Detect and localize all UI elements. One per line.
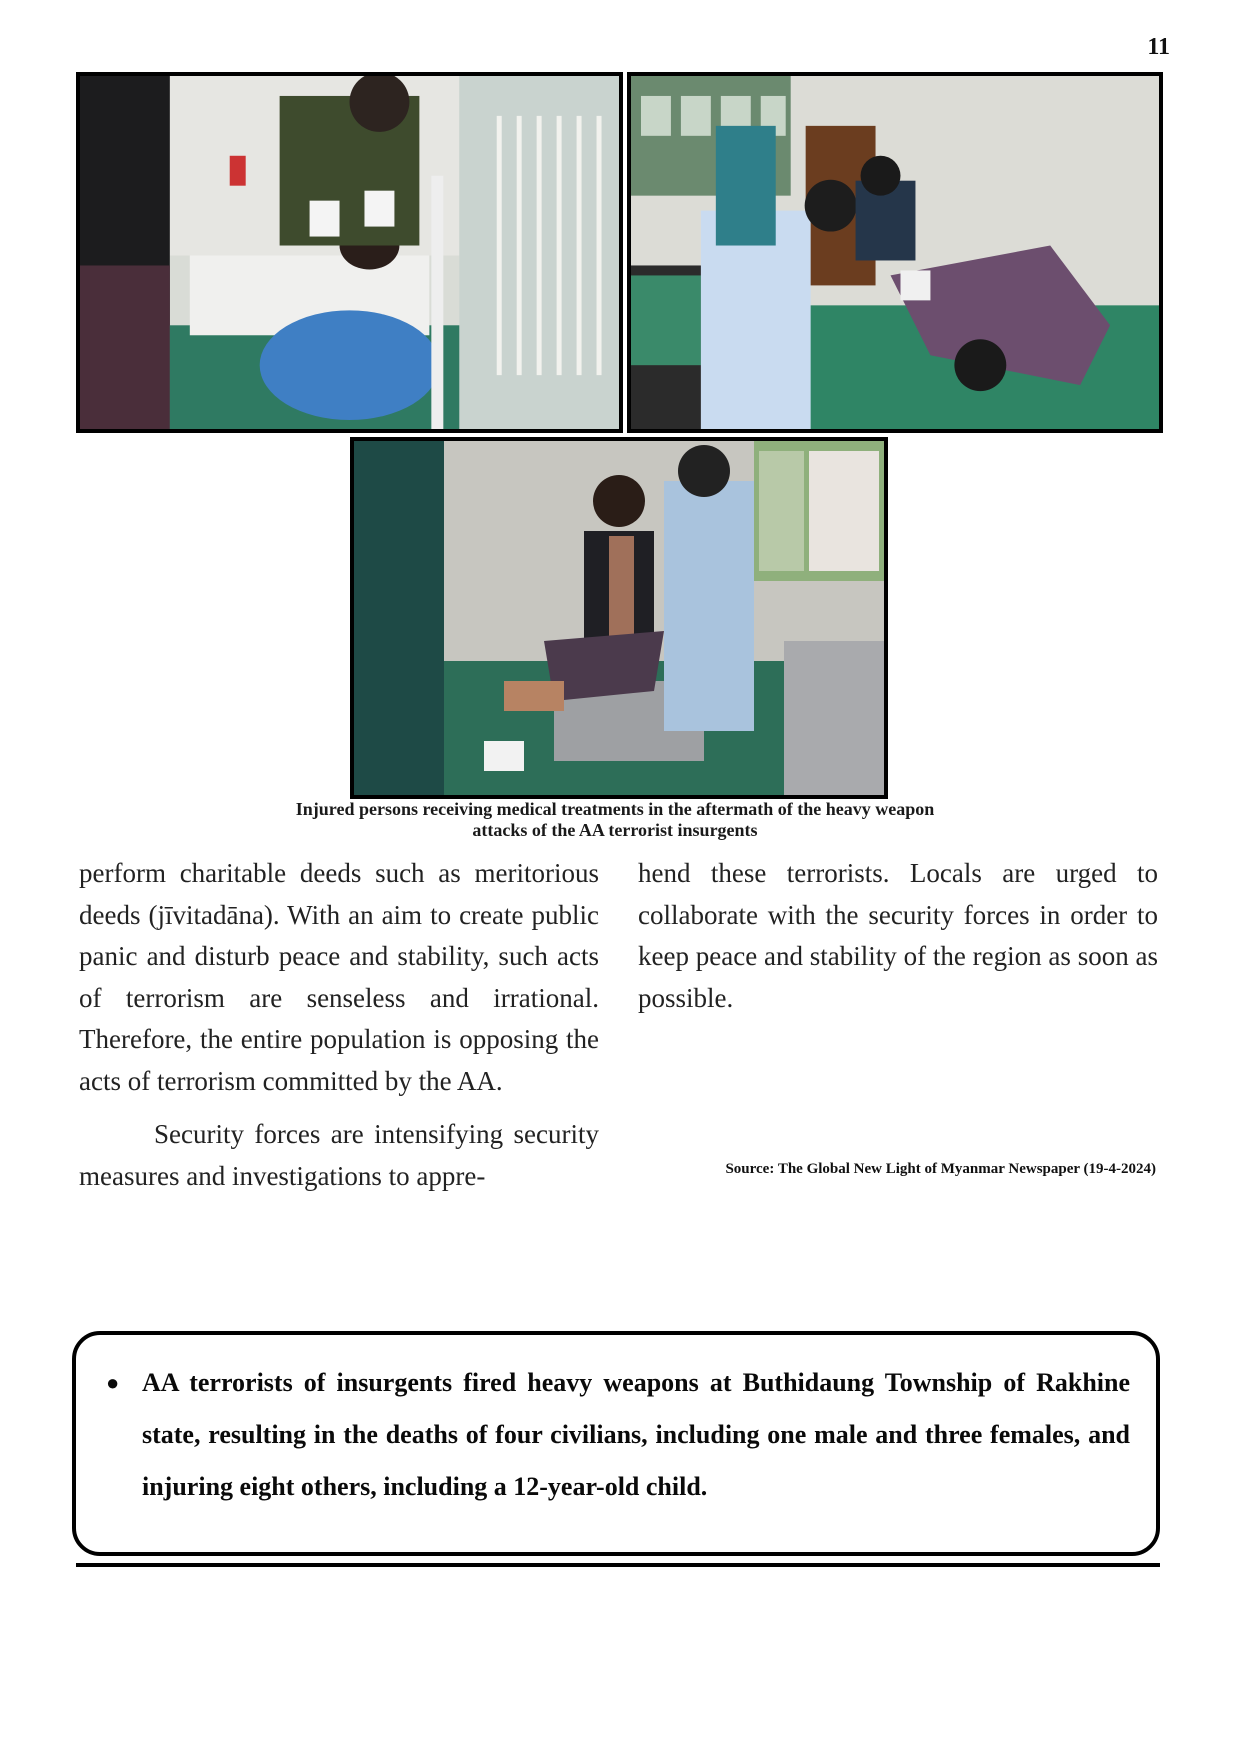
bottom-rule bbox=[76, 1563, 1160, 1567]
left-paragraph-1: perform charitable deeds such as meritorious deeds (jīvitadāna). With an aim to create public panic and disturb peace and stability, such acts of terrorism are senseless and irrational. Therefore, the entire population is opposing the acts of terrorism committed by the AA. bbox=[79, 858, 599, 1096]
highlight-list bbox=[94, 1357, 1130, 1513]
right-column bbox=[638, 853, 1158, 1019]
bullet-icon: ● bbox=[106, 1370, 120, 1395]
photo-patient-seated-on-bed bbox=[350, 437, 888, 799]
left-paragraph-2: Security forces are intensifying security measures and investigations to appre- bbox=[79, 1119, 599, 1191]
highlight-item bbox=[94, 1357, 1130, 1513]
photo-caption bbox=[180, 799, 1050, 841]
highlight-text: AA terrorists of insurgents fired heavy weapons at Buthidaung Township of Rakhine state, resulting in the deaths of four civilians, including one male and three females, and injuring eight others, including a 12-year-old child. bbox=[142, 1368, 1130, 1501]
right-paragraph-1: hend these terrorists. Locals are urged to collaborate with the security forces in order to keep peace and stability of the region as soon as possible. bbox=[638, 858, 1158, 1013]
left-column bbox=[79, 853, 599, 1197]
photo-nurse-treating-leg bbox=[627, 72, 1163, 433]
photo-soldier-treating-patient bbox=[76, 72, 623, 433]
caption-line-2: attacks of the AA terrorist insurgents bbox=[472, 820, 758, 840]
page-number: 11 bbox=[1147, 34, 1170, 60]
caption-line-1: Injured persons receiving medical treatments in the aftermath of the heavy weapon bbox=[295, 799, 935, 819]
source-citation: Source: The Global New Light of Myanmar Newspaper (19-4-2024) bbox=[725, 1161, 1156, 1177]
highlight-box bbox=[72, 1331, 1160, 1556]
